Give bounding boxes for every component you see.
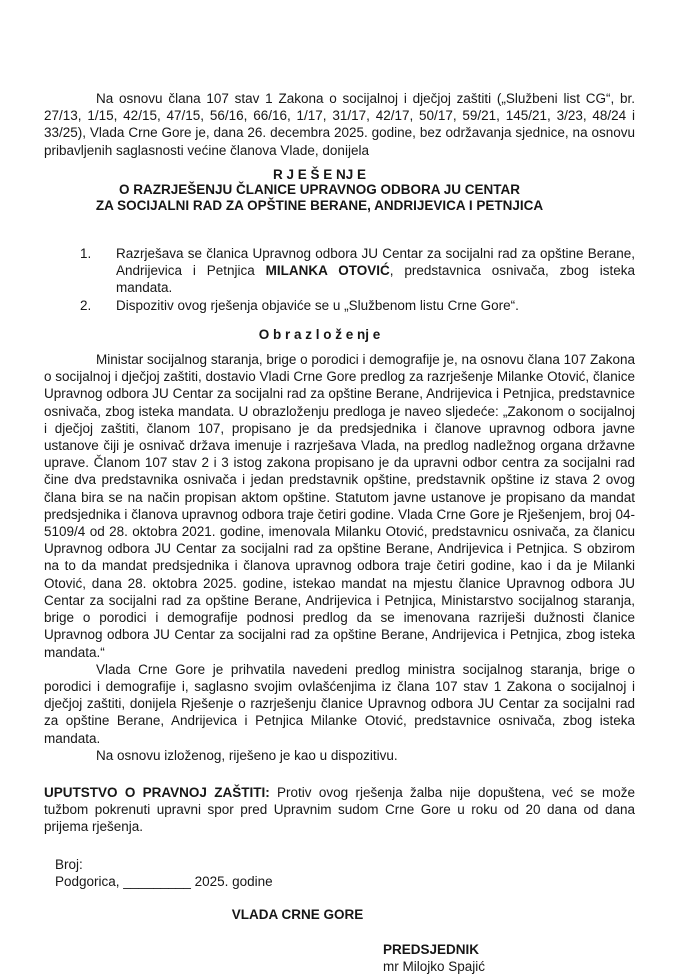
title-line-3: ZA SOCIJALNI RAD ZA OPŠTINE BERANE, ANDRIJEVICA I PETNJICA bbox=[95, 197, 544, 213]
number-label: Broj: bbox=[55, 856, 83, 872]
item-text-before: Razrješava se članica Upravnog odbora JU Centar za socijalni rad za opštine Berane, Andrijevica i Petnjica bbox=[116, 246, 635, 279]
closing-line: Na osnovu izloženog, riješeno je kao u dispozitivu. bbox=[96, 747, 398, 763]
decision-item-2 bbox=[44, 297, 635, 314]
signer-title: PREDSJEDNIK bbox=[383, 942, 480, 958]
intro-paragraph: Na osnovu člana 107 stav 1 Zakona o socijalnoj i dječjoj zaštiti („Službeni list CG“, br. 27/13, 1/15, 42/15, 47/15, 56/16, 66/16, 1/17, 31/17, 42/17, 50/17, 59/21, 145/21, 3/23, 48/24 i 33/25), Vlada Crne Gore je, dana 26. decembra 2025. godine, bez održavanja sjednice, na osnovu pribavljenih saglasnosti većine članova Vlade, donijela bbox=[44, 91, 635, 158]
explanation-paragraph-1: Ministar socijalnog staranja, brige o porodici i demografije je, na osnovu člana 107 Zakona o socijalnoj i dječjoj zaštiti, dostavio Vladi Crne Gore predlog za razrješenje Milanke Otović, članice Upravnog odbora JU Centar za socijalni rad za opštine Berane, Andrijevica i Petnjica, predstavnice osnivača, zbog isteka mandata. U obrazloženju predloga je naveo sljedeće: „Zakonom o socijalnoj i dječjoj zaštiti, članom 107, propisano je da predsjednika i članove upravnog odbora javne ustanove čiji je osnivač država imenuje i razrješava Vlada, na predlog nadležnog organa državne uprave. Članom 107 stav 2 i 3 istog zakona propisano je da upravni odbor centra za socijalni rad čine dva predstavnika osnivača i jedan predstavnik opštine, predstavnik opštine iz stava 2 ovog člana bira se na način propisan aktom opštine. Statutom javne ustanove je propisano da mandat predsjednika i članova upravnog odbora traje četiri godine. Vlada Crne Gore je Rješenjem, broj 04-5109/4 od 28. oktobra 2021. godine, imenovala Milanku Otović, predstavnicu osnivača, za članicu Upravnog odbora JU Centar za socijalni rad za opštine Berane, Andrijevica i Petnjica. S obzirom na to da mandat predsjednika i članova upravnog odbora traje četiri godine, kao i da je Milanki Otović, dana 28. oktobra 2025. godine, istekao mandat na mjestu članice Upravnog odbora JU Centar za socijalni rad za opštine Berane, Andrijevica i Petnjica, Ministarstvo socijalnog staranja, brige o porodici i demografije podnosi predlog da se imenovana razriješi dužnosti članice Upravnog odbora JU Centar za socijalni rad za opštine Berane, Andrijevica i Petnjica, zbog isteka mandata.“ bbox=[44, 352, 635, 660]
legal-notice-label: UPUTSTVO O PRAVNOJ ZAŠTITI: bbox=[44, 784, 270, 800]
document-title bbox=[44, 167, 595, 213]
item-text bbox=[116, 245, 635, 297]
explanation-paragraph-2: Vlada Crne Gore je prihvatila navedeni predlog ministra socijalnog staranja, brige o porodici i demografije i, saglasno svojim ovlašćenjima iz člana 107 stav 1 Zakona o socijalnoj i dječjoj zaštiti, donijela Rješenje o razrješenju članice Upravnog odbora JU Centar za socijalni rad za opštine Berane, Andrijevica i Petnjica Milanke Otović, predstavnice osnivača, zbog isteka mandata. bbox=[44, 661, 635, 746]
item-text: Dispozitiv ovog rješenja objaviće se u „Službenom listu Crne Gore“. bbox=[116, 297, 519, 313]
item-number: 2. bbox=[80, 297, 92, 313]
signer-name: mr Milojko Spajić bbox=[383, 959, 486, 975]
item-text-after: , predstavnica osnivača, zbog isteka mandata. bbox=[116, 263, 636, 296]
item-number: 1. bbox=[80, 246, 92, 262]
title-line-2: O RAZRJEŠENJU ČLANICE UPRAVNOG ODBORA JU CENTAR bbox=[118, 182, 521, 198]
person-name: MILANKA OTOVIĆ bbox=[265, 263, 390, 279]
decision-item-1 bbox=[44, 245, 635, 297]
signature-block bbox=[383, 941, 635, 975]
place-date-line: Podgorica, _________ 2025. godine bbox=[55, 873, 273, 889]
decision-list bbox=[44, 245, 635, 314]
footer-block bbox=[44, 856, 635, 890]
government-name: VLADA CRNE GORE bbox=[231, 906, 364, 922]
title-line-1: R J E Š E NJ E bbox=[272, 166, 367, 182]
legal-notice-text: Protiv ovog rješenja žalba nije dopuštena, već se može tužbom pokrenuti upravni spor pred Upravnim sudom Crne Gore u roku od 20 dana od dana prijema rješenja. bbox=[44, 784, 635, 835]
legal-notice bbox=[44, 784, 635, 836]
explanation-heading: O b r a z l o ž e nj e bbox=[258, 326, 381, 342]
